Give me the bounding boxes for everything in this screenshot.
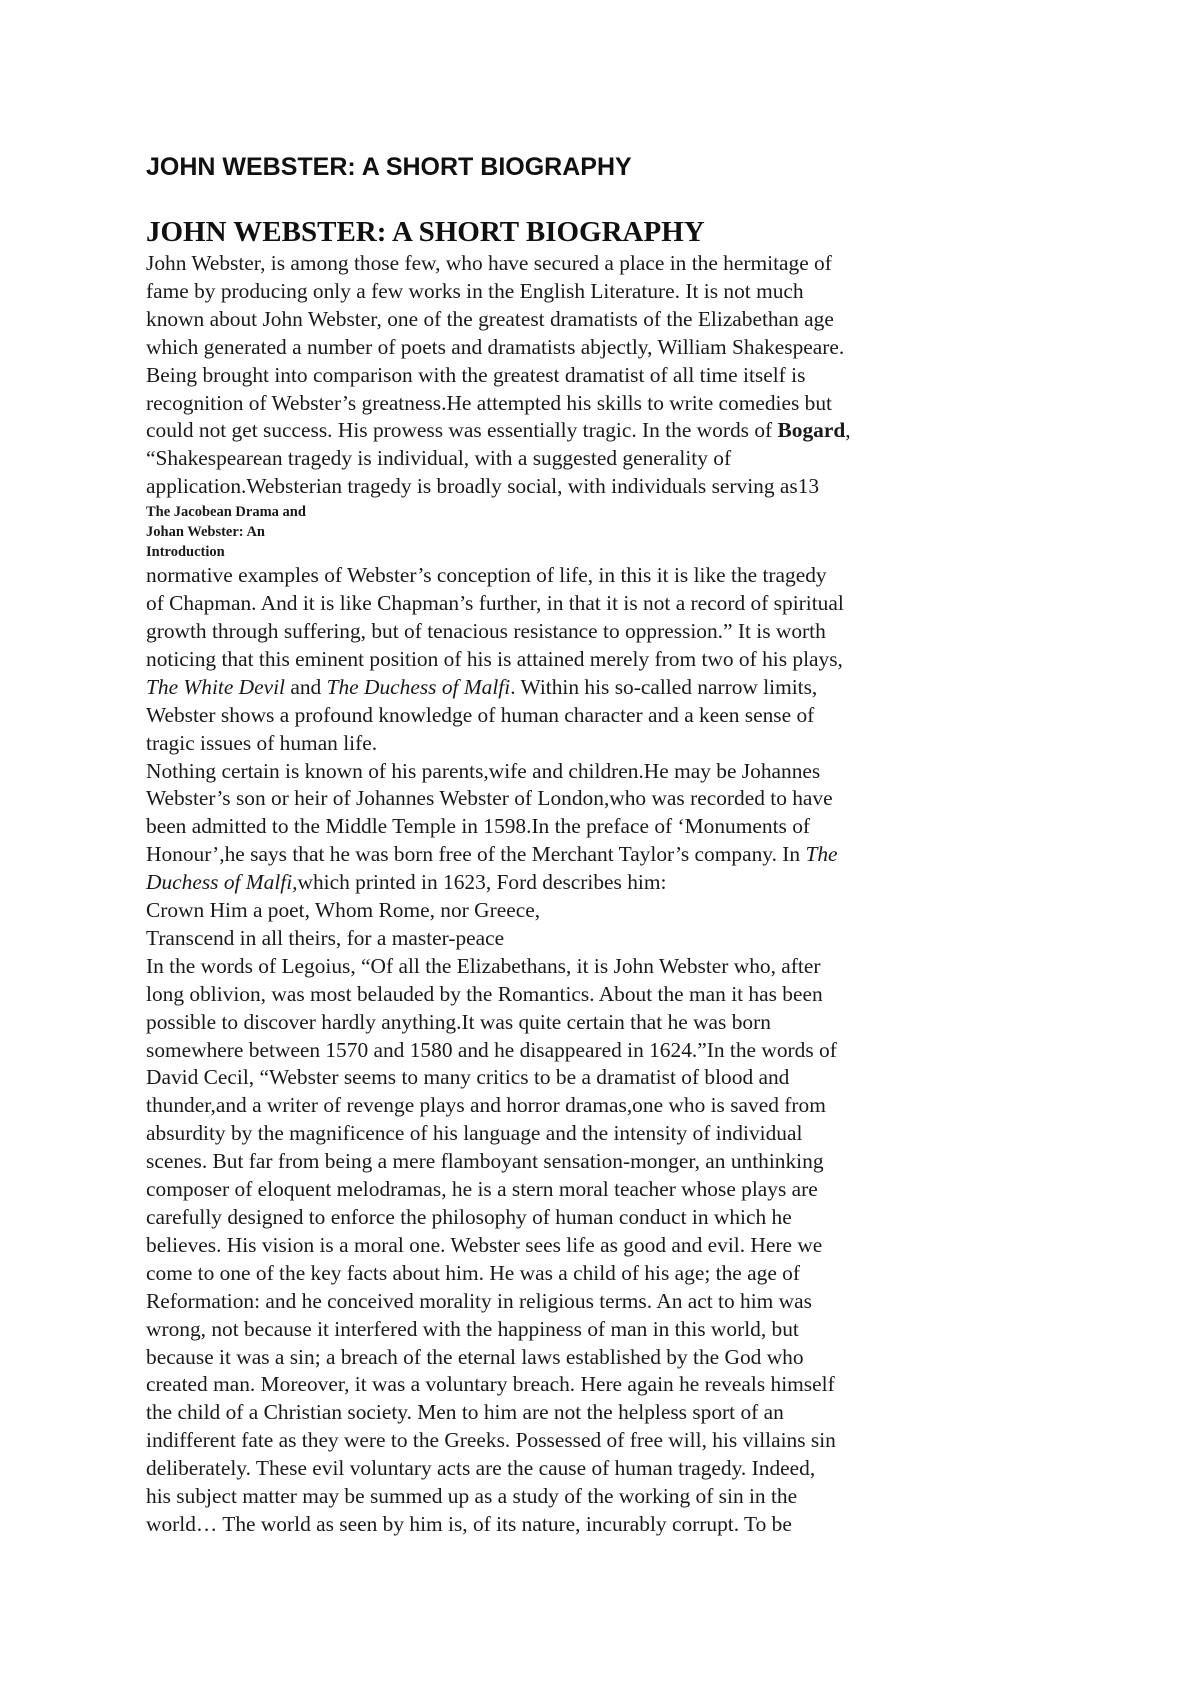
verse-line: Transcend in all theirs, for a master-peace <box>146 925 505 950</box>
text-line: noticing that this eminent position of his is attained merely from two of his plays, <box>146 646 843 671</box>
text-line: the child of a Christian society. Men to him are not the helpless sport of an <box>146 1400 784 1425</box>
text-line: fame by producing only a few works in the English Literature. It is not much <box>146 278 804 303</box>
paragraph-intro <box>146 250 1080 501</box>
text-line: normative examples of Webster’s conception of life, in this it is like the tragedy <box>146 563 827 588</box>
text-line: composer of eloquent melodramas, he is a stern moral teacher whose plays are <box>146 1177 818 1202</box>
text-line <box>146 841 1080 869</box>
text-line: which generated a number of poets and dramatists abjectly, William Shakespeare. <box>146 334 845 359</box>
text-line: thunder,and a writer of revenge plays and horror dramas,one who is saved from <box>146 1093 826 1118</box>
text-line: because it was a sin; a breach of the eternal laws established by the God who <box>146 1344 804 1369</box>
text-run: . Within his so-called narrow limits, <box>510 674 818 699</box>
text-line: deliberately. These evil voluntary acts are the cause of human tragedy. Indeed, <box>146 1456 816 1481</box>
text-line: recognition of Webster’s greatness.He attempted his skills to write comedies but <box>146 390 832 415</box>
text-run: and <box>285 674 327 699</box>
play-title: Duchess of Malfi, <box>146 870 298 895</box>
verse-line: Crown Him a poet, Whom Rome, nor Greece, <box>146 898 541 923</box>
running-head-line: Introduction <box>146 544 225 561</box>
text-line: possible to discover hardly anything.It was quite certain that he was born <box>146 1009 771 1034</box>
paragraph-continuation <box>146 562 1080 757</box>
text-line: Nothing certain is known of his parents,wife and children.He may be Johannes <box>146 758 821 783</box>
text-line: In the words of Legoius, “Of all the Elizabethans, it is John Webster who, after <box>146 953 821 978</box>
text-line: believes. His vision is a moral one. Webster sees life as good and evil. Here we <box>146 1232 823 1257</box>
text-line: John Webster, is among those few, who have secured a place in the hermitage of <box>146 251 832 275</box>
text-line: Webster’s son or heir of Johannes Webster of London,who was recorded to have <box>146 786 833 811</box>
play-title: The White Devil <box>146 674 285 699</box>
text-line: absurdity by the magnificence of his language and the intensity of individual <box>146 1121 803 1146</box>
paragraph-parents <box>146 758 1080 898</box>
text-line: application.Websterian tragedy is broadly social, with individuals serving as13 <box>146 474 820 499</box>
text-line: David Cecil, “Webster seems to many critics to be a dramatist of blood and <box>146 1065 790 1090</box>
paragraph-critics <box>146 953 1080 1539</box>
text-line: Being brought into comparison with the greatest dramatist of all time itself is <box>146 362 806 387</box>
text-line <box>146 674 1080 702</box>
running-head <box>146 502 1080 562</box>
text-line: Webster shows a profound knowledge of human character and a keen sense of <box>146 702 815 727</box>
text-run: , <box>845 418 851 443</box>
text-line: created man. Moreover, it was a voluntary breach. Here again he reveals himself <box>146 1372 835 1397</box>
text-line: Reformation: and he conceived morality in religious terms. An act to him was <box>146 1288 812 1313</box>
document-body <box>146 250 1080 1539</box>
text-line: of Chapman. And it is like Chapman’s further, in that it is not a record of spiritual <box>146 591 844 616</box>
text-line: carefully designed to enforce the philosophy of human conduct in which he <box>146 1205 792 1229</box>
text-line: known about John Webster, one of the greatest dramatists of the Elizabethan age <box>146 306 834 331</box>
text-line: come to one of the key facts about him. He was a child of his age; the age of <box>146 1260 800 1285</box>
text-line <box>146 417 1080 445</box>
text-line: wrong, not because it interfered with the happiness of man in this world, but <box>146 1316 799 1341</box>
text-line: scenes. But far from being a mere flamboyant sensation-monger, an unthinking <box>146 1149 824 1174</box>
text-line: his subject matter may be summed up as a study of the working of sin in the <box>146 1484 798 1509</box>
text-line <box>146 869 1080 897</box>
text-line: “Shakespearean tragedy is individual, with a suggested generality of <box>146 446 732 471</box>
play-title: The <box>805 842 838 867</box>
text-line: tragic issues of human life. <box>146 730 378 755</box>
text-line: growth through suffering, but of tenacious resistance to oppression.” It is worth <box>146 618 826 643</box>
document-top-heading: JOHN WEBSTER: A SHORT BIOGRAPHY <box>146 153 632 181</box>
text-run: could not get success. His prowess was essentially tragic. In the words of <box>146 418 778 443</box>
text-run: which printed in 1623, Ford describes him: <box>297 870 667 895</box>
text-line: somewhere between 1570 and 1580 and he disappeared in 1624.”In the words of <box>146 1037 837 1062</box>
running-head-line: Johan Webster: An <box>146 524 265 541</box>
running-head-line: The Jacobean Drama and <box>146 504 306 521</box>
text-line: world… The world as seen by him is, of its nature, incurably corrupt. To be <box>146 1511 792 1536</box>
document-main-heading: JOHN WEBSTER: A SHORT BIOGRAPHY <box>146 216 705 248</box>
text-line: long oblivion, was most belauded by the Romantics. About the man it has been <box>146 981 823 1006</box>
play-title: The Duchess of Malfi <box>326 674 511 699</box>
text-run: Honour’,he says that he was born free of the Merchant Taylor’s company. In <box>146 842 806 867</box>
bogard-name: Bogard <box>777 418 846 443</box>
verse-quote <box>146 897 1080 953</box>
text-line: indifferent fate as they were to the Greeks. Possessed of free will, his villains sin <box>146 1428 836 1453</box>
text-line: been admitted to the Middle Temple in 1598.In the preface of ‘Monuments of <box>146 814 811 839</box>
